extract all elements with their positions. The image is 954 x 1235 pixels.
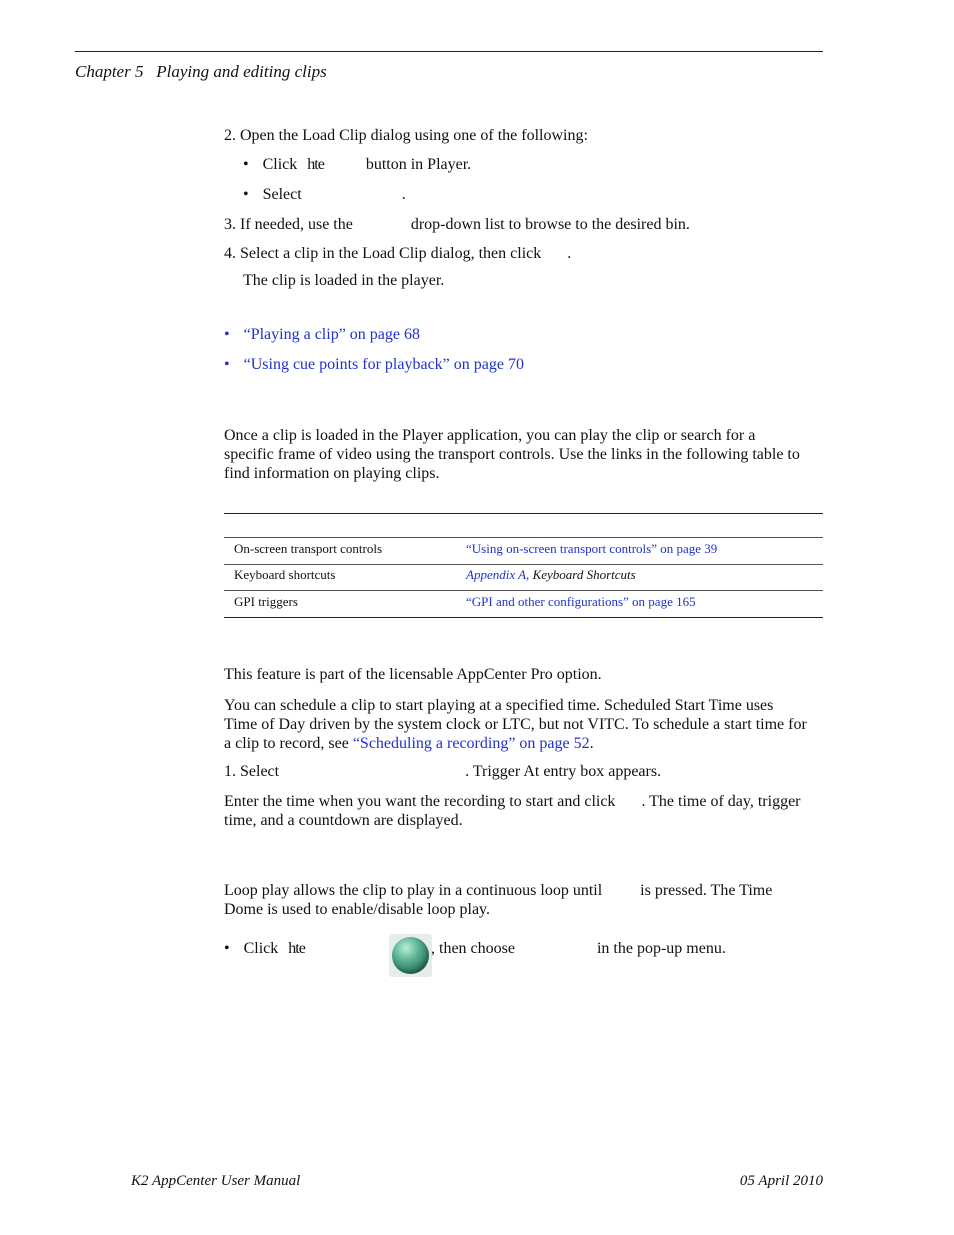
- link-playing-a-clip[interactable]: “Playing a clip” on page 68: [243, 326, 420, 343]
- loop-text: Loop play allows the clip to play in a continuous loop until: [224, 882, 603, 899]
- footer-date: 05 April 2010: [739, 1173, 823, 1189]
- table-row-divider: [224, 564, 823, 565]
- step-text: Open the Load Clip dialog using one of the following:: [240, 127, 588, 144]
- bullet-text: , then choose: [431, 940, 515, 957]
- table-cell-label: On-screen transport controls: [234, 541, 383, 556]
- step-text: If needed, use the: [240, 216, 353, 233]
- schedule-text: You can schedule a clip to start playing at a specified time. Scheduled Start Time uses Time of Day driven by the system clock or LTC, but not VITC. To schedule a start time for a clip to record, see: [224, 697, 807, 752]
- link-cue-points[interactable]: “Using cue points for playback” on page 70: [243, 356, 524, 373]
- step-text: Select: [240, 763, 280, 780]
- bullet-icon: •: [243, 186, 249, 203]
- table-header-rule: [224, 537, 823, 538]
- bullet-text: Click: [243, 940, 279, 957]
- header-rule: [75, 51, 823, 52]
- bullet-text: hte: [288, 940, 305, 957]
- bullet-text: button in Player.: [365, 156, 472, 173]
- table-cell-extra: Keyboard Shortcuts: [532, 567, 636, 582]
- playing-intro-paragraph: Once a clip is loaded in the Player application, you can play the clip or search for a specific frame of video using the transport controls. Use the links in the following table to find information on playing clips.: [224, 427, 800, 482]
- step-number: 2.: [224, 127, 236, 144]
- schedule-text: . The time of day, trigger time, and a countdown are displayed.: [224, 793, 801, 829]
- step-text: .: [567, 245, 572, 262]
- loop-bullet: [224, 940, 305, 958]
- table-cell-link[interactable]: “Using on-screen transport controls” on page 39: [466, 541, 718, 556]
- license-note: This feature is part of the licensable AppCenter Pro option.: [224, 666, 602, 683]
- table-cell-link[interactable]: “GPI and other configurations” on page 165: [466, 594, 696, 609]
- time-dome-orb-icon: [392, 937, 429, 974]
- sub-bullet-click: [243, 156, 471, 174]
- step-2: [224, 127, 588, 145]
- bullet-text: Click: [262, 156, 298, 173]
- schedule-step-1: [224, 763, 661, 781]
- time-dome-icon[interactable]: [389, 934, 432, 977]
- table-cell-link-group: [466, 567, 636, 583]
- bullet-icon: •: [224, 326, 230, 343]
- loop-text: is pressed. The Time Dome is used to enable/disable loop play.: [224, 882, 773, 918]
- step-text: drop-down list to browse to the desired bin.: [410, 216, 690, 233]
- step-3: [224, 216, 690, 234]
- running-header: [75, 62, 327, 82]
- sub-bullet-select: [243, 186, 406, 204]
- link-scheduling-recording[interactable]: “Scheduling a recording” on page 52: [352, 735, 590, 752]
- bullet-text: in the pop-up menu.: [596, 940, 726, 957]
- bullet-text: Select: [262, 186, 302, 203]
- schedule-paragraph: [224, 696, 808, 753]
- footer-manual-title: K2 AppCenter User Manual: [131, 1173, 301, 1189]
- schedule-text: Enter the time when you want the recording to start and click: [224, 793, 616, 810]
- table-row-divider: [224, 590, 823, 591]
- bullet-text: hte: [307, 156, 324, 173]
- table-cell-link[interactable]: Appendix A,: [466, 567, 530, 582]
- related-link-item[interactable]: [224, 326, 420, 344]
- step-text: . Trigger At entry box appears.: [465, 763, 662, 780]
- table-cell-label: Keyboard shortcuts: [234, 567, 336, 582]
- step-4: [224, 245, 571, 263]
- table-cell-label: GPI triggers: [234, 594, 298, 609]
- table-bottom-rule: [224, 617, 823, 618]
- loop-bullet-continued: [431, 940, 726, 958]
- bullet-icon: •: [224, 940, 230, 957]
- schedule-enter-time-paragraph: [224, 792, 808, 830]
- step-number: 1.: [224, 763, 236, 780]
- table-top-rule: [224, 513, 823, 514]
- related-link-item[interactable]: [224, 356, 524, 374]
- bullet-text: .: [401, 186, 406, 203]
- schedule-text-end: .: [589, 735, 594, 752]
- loop-paragraph: [224, 881, 808, 919]
- step-number: 3.: [224, 216, 236, 233]
- chapter-number: Chapter 5: [75, 62, 144, 81]
- step-4-result: The clip is loaded in the player.: [243, 272, 445, 289]
- bullet-icon: •: [224, 356, 230, 373]
- step-text: Select a clip in the Load Clip dialog, then click: [240, 245, 542, 262]
- bullet-icon: •: [243, 156, 249, 173]
- step-number: 4.: [224, 245, 236, 262]
- chapter-title: Playing and editing clips: [156, 62, 327, 81]
